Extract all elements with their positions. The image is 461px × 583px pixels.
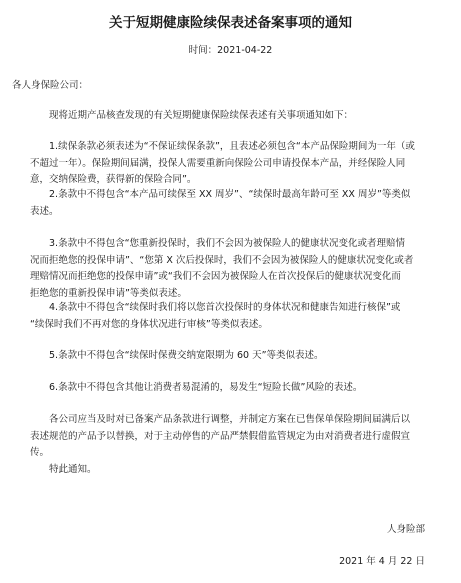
notice-item-5 (30, 348, 442, 365)
notice-item-line: 况而拒绝您的投保申请”、“您第 X 次后投保时，我们不会因为被保险人的健康状况变化或者 (30, 254, 414, 266)
notice-item-line: “续保时我们不再对您的身体状况进行审核”等类似表述。 (30, 318, 268, 330)
notice-item-line: 5.条款中不得包含“续保时保费交纳宽限期为 60 天”等类似表述。 (49, 350, 324, 361)
special-notice: 特此通知。 (49, 464, 97, 475)
closing-line: 各公司应当及时对已备案产品条款进行调整，并制定方案在已售保单保险期间届满后以 (49, 414, 411, 425)
notice-item-line: 4.条款中不得包含“续保时我们将以您首次投保时的身体状况和健康告知进行核保”或 (49, 302, 401, 313)
publish-date: 时间：2021-04-22 (188, 45, 273, 56)
document-title: 关于短期健康险续保表述备案事项的通知 (109, 15, 352, 31)
notice-item-line: 1.续保条款必须表述为“不保证续保条款”，且表述必须包含“本产品保险期间为一年（或 (49, 141, 415, 152)
notice-item-line: 不超过一年）。保险期间届满，投保人需要重新向保险公司申请投保本产品，并经保险人同 (30, 157, 406, 169)
notice-item-6 (30, 380, 442, 397)
notice-item-line: 3.条款中不得包含“您重新投保时，我们不会因为被保险人的健康状况变化或者理赔情 (49, 238, 405, 249)
addressee: 各人身保险公司： (12, 80, 89, 91)
notice-item-line: 2.条款中不得包含“本产品可续保至 XX 周岁”、“续保时最高年龄可至 XX 周岁”等类似 (49, 189, 411, 200)
notice-item-line: 表述。 (30, 205, 59, 217)
notice-item-3 (30, 236, 442, 302)
intro-paragraph: 现将近期产品核查发现的有关短期健康保险续保表述有关事项通知如下： (49, 110, 354, 121)
signature-date: 2021 年 4 月 22 日 (339, 556, 425, 567)
issuing-department: 人身险部 (386, 524, 425, 535)
notice-item-line: 意，交纳保险费，获得新的保险合同”。 (30, 174, 197, 185)
closing-line: 传。 (30, 447, 50, 458)
notice-item-1 (30, 139, 442, 189)
notice-item-line: 理赔情况而拒绝您的投保申请”或“我们不会因为被保险人在首次投保后的健康状况变化而 (30, 271, 401, 282)
notice-item-2 (30, 187, 442, 220)
closing-line: 表述规范的产品予以替换，对于主动停售的产品严禁假借监管规定为由对消费者进行虚假宣 (30, 430, 411, 442)
notice-item-line: 拒绝您的重新投保申请”等类似表述。 (30, 287, 187, 299)
closing-paragraph (30, 412, 442, 462)
notice-item-line: 6.条款中不得包含其他让消费者易混淆的，易发生“短险长做”风险的表述。 (49, 382, 363, 393)
notice-item-4 (30, 300, 442, 333)
